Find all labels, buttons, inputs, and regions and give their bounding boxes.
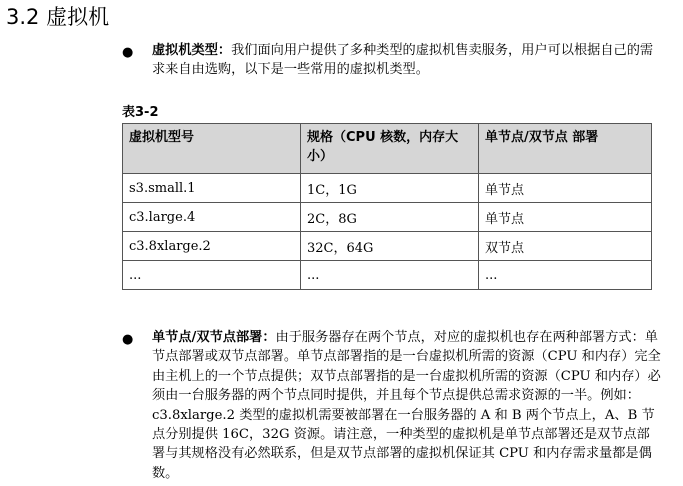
table-row xyxy=(123,174,652,203)
vm-types-body: 我们面向用户提供了多种类型的虚拟机售卖服务，用户可以根据自己的需求来自由选购，以下是一些常用的虚拟机类型。 xyxy=(152,43,654,78)
table-row xyxy=(123,203,652,232)
cell-spec: 1C，1G xyxy=(301,174,479,203)
cell-spec: 2C，8G xyxy=(301,203,479,232)
cell-model: c3.8xlarge.2 xyxy=(123,232,301,261)
deploy-term: 单节点/双节点部署： xyxy=(152,330,276,345)
deploy-paragraph xyxy=(122,328,662,483)
table-header-row xyxy=(123,124,652,174)
cell-deploy: ... xyxy=(479,261,652,290)
cell-deploy: 双节点 xyxy=(479,232,652,261)
cell-model: ... xyxy=(123,261,301,290)
table-caption: 表3-2 xyxy=(122,105,159,120)
cell-spec: 32C，64G xyxy=(301,232,479,261)
bullet-icon: ● xyxy=(122,45,134,60)
vm-types-paragraph xyxy=(122,41,662,80)
table-row xyxy=(123,232,652,261)
bullet-icon: ● xyxy=(122,332,134,347)
deploy-text xyxy=(152,328,662,483)
table-row xyxy=(123,261,652,290)
cell-deploy: 单节点 xyxy=(479,203,652,232)
cell-deploy: 单节点 xyxy=(479,174,652,203)
header-spec: 规格（CPU 核数，内存大小） xyxy=(301,124,479,174)
section-heading: 3.2 虚拟机 xyxy=(6,5,110,29)
vm-spec-table xyxy=(122,123,652,290)
vm-types-term: 虚拟机类型： xyxy=(152,43,232,58)
vm-types-text xyxy=(152,41,662,80)
cell-model: c3.large.4 xyxy=(123,203,301,232)
cell-model: s3.small.1 xyxy=(123,174,301,203)
deploy-body: 由于服务器存在两个节点，对应的虚拟机也存在两种部署方式：单节点部署或双节点部署。单节点部署指的是一台虚拟机所需的资源（CPU 和内存）完全由主机上的一个节点提供；双节点部署指的是一台虚拟机所需的资源（CPU 和内存）必须由一台服务器的两个节点同时提供，并且每个节点提供总需求资源的一半。例如：c3.8xlarge.2 类型的虚拟机需要被部署在一台服务器的 A 和 B 两个节点上，A、B 节点分别提供 16C，32G 资源。请注意，一种类型的虚拟机是单节点部署还是双节点部署与其规格没有必然联系，但是双节点部署的虚拟机保证其 CPU 和内存需求量都是偶数。 xyxy=(152,330,661,481)
header-model: 虚拟机型号 xyxy=(123,124,301,174)
header-deploy: 单节点/双节点 部署 xyxy=(479,124,652,174)
cell-spec: ... xyxy=(301,261,479,290)
